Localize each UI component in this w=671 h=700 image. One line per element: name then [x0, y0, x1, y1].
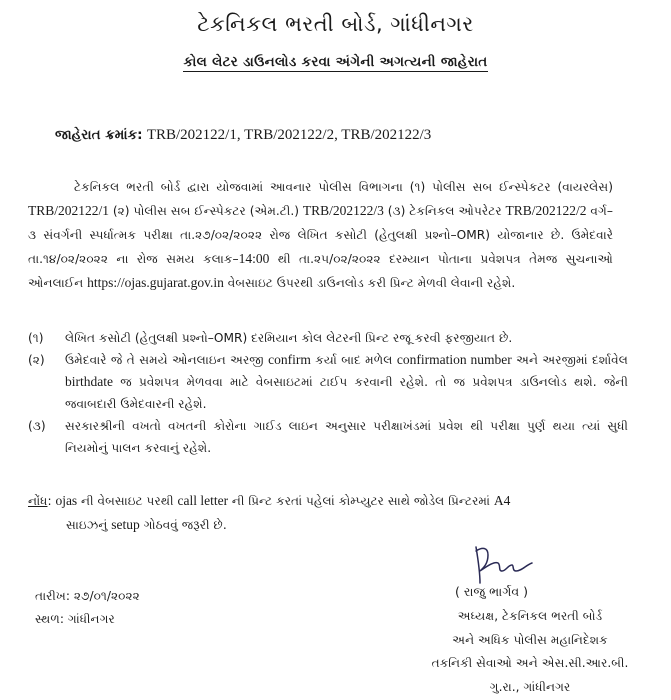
designation-line: અધ્યક્ષ, ટેકનિકલ ભરતી બોર્ડ [457, 609, 603, 623]
designation-line: ગુ.રા., ગાંધીનગર [489, 679, 571, 694]
ojas-url: https://ojas.gujarat.gov.in [87, 275, 224, 290]
para-code-1: TRB/202122/1 [28, 203, 110, 218]
note-text-part: A4 [493, 493, 511, 508]
designation-line: તકનિકી સેવાઓ અને એસ.સી.આર.બી. [431, 656, 629, 670]
note-label: નોંધ [28, 494, 48, 508]
para-text: ટેકનિકલ ભરતી બોર્ડ દ્વારા યોજવામાં આવનાર પોલીસ વિભાગના (૧) પોલીસ સબ ઈન્સ્પેકટર (વાયરલેસ) [74, 180, 613, 194]
designation-line: અને અધિક પોલીસ મહાનિદેશક [452, 632, 608, 647]
para-text: (૩) ટેકનિકલ ઓપરેટર [383, 204, 506, 218]
instruction-text-part: કર્યા બાદ મળેલ [310, 353, 397, 367]
note-text-part: : [47, 494, 56, 508]
note-block [28, 489, 638, 537]
main-paragraph [28, 175, 613, 295]
note-text-part: ojas [55, 493, 78, 508]
board-title: ટેકનિકલ ભરતી બોર્ડ, ગાંધીનગર [197, 12, 474, 36]
note-text-part: ની વેબસાઇટ પરથી [77, 494, 178, 508]
note-text-part: ગોઠવવું જરૂરી છે. [139, 518, 227, 532]
instruction-text-part: confirm [268, 352, 311, 367]
para-time: 14:00 [238, 251, 270, 266]
para-text: વર્ગ–૩ સંવર્ગની સ્પર્ધાત્મક પરીક્ષા તા.૨૭/૦૨/૨૦૨૨ રોજ લેખિત કસોટી (હેતુલક્ષી પ્રશ્નો–OMR) યોજાનાર છે. ઉમેદવારે તા.૧૪/૦૨/૨૦૨૨ ના રોજ સમય કલાક– [28, 204, 613, 266]
note-text-part: setup [111, 517, 140, 532]
issue-date: તારીખ: ૨૭/૦૧/૨૦૨૨ [35, 589, 140, 603]
instruction-text-part: birthdate [65, 374, 113, 389]
signature-icon [468, 541, 548, 587]
note-line-2 [28, 513, 638, 537]
instruction-number: (૨) [28, 353, 45, 367]
instruction-text-part: સરકારશ્રીની વખતો વખતની કોરોના ગાઈડ લાઇન અનુસાર પરીક્ષાખંડમાં પ્રવેશ થી પરીક્ષા પુર્ણ થયા ત્યાં સુધી નિયમોનું પાલન કરવાનું રહેશે. [65, 419, 628, 455]
issue-place: સ્થળ: ગાંધીનગર [35, 612, 115, 626]
advertisement-label: જાહેરાત ક્રમાંક: [55, 127, 143, 143]
instruction-item [28, 349, 628, 415]
para-text: થી તા.૨૫/૦૨/૨૦૨૨ દરમ્યાન પોતાના પ્રવેશપત્ર તેમજ સુચનાઓ ઓનલાઈન [28, 252, 613, 290]
instruction-text-part: ઉમેદવારે જે તે સમયે ઓનલાઇન અરજી [65, 353, 269, 367]
para-text: (૨) પોલીસ સબ ઈન્સ્પેકટર (એમ.ટી.) [109, 204, 303, 218]
instruction-item [28, 327, 628, 349]
para-text: વેબસાઇટ ઉપરથી ડાઉનલોડ કરી પ્રિન્ટ મેળવી લેવાની રહેશે. [223, 276, 516, 290]
instruction-text [65, 327, 628, 349]
instruction-number: (૩) [28, 419, 46, 433]
instruction-text-part: confirmation number [396, 352, 512, 367]
advertisement-numbers: TRB/202122/1, TRB/202122/2, TRB/202122/3 [146, 127, 432, 143]
advertisement-number [55, 127, 431, 144]
instruction-text-part: લેખિત કસોટી (હેતુલક્ષી પ્રશ્નો–OMR) દરમિયાન કોલ લેટરની પ્રિન્ટ રજૂ કરવી ફરજીયાત છે. [65, 331, 513, 345]
note-text-part: call letter [177, 493, 229, 508]
signatory-designation [395, 605, 665, 699]
instruction-text-part: જ પ્રવેશપત્ર મેળવવા માટે વેબસાઇટમાં ટાઈપ કરવાની રહેશે. તો જ પ્રવેશપત્ર ડાઉનલોડ થશે. જેની જવાબદારી ઉમેદવારની રહેશે. [65, 375, 628, 411]
instruction-text [65, 415, 628, 459]
subtitle-text: કોલ લેટર ડાઉનલોડ કરવા અંગેની અગત્યની જાહેરાત [183, 54, 488, 70]
instruction-item [28, 415, 628, 459]
instruction-text-part: અને અરજીમાં દર્શાવેલ [511, 353, 628, 367]
instruction-text [65, 349, 628, 415]
note-text-part: સાઇઝનું [66, 518, 112, 532]
signatory-name: ( રાજુ ભાર્ગવ ) [455, 584, 528, 599]
note-text-part: ની પ્રિન્ટ કરતાં પહેલાં કોમ્પ્યુટર સાથે જોડેલ પ્રિન્ટરમાં [228, 494, 494, 508]
note-line-1 [28, 489, 638, 513]
instruction-number: (૧) [28, 331, 44, 345]
instruction-list [28, 327, 628, 459]
para-code-3: TRB/202122/3 [302, 203, 384, 218]
notice-subtitle [0, 54, 671, 70]
para-code-2: TRB/202122/2 [505, 203, 587, 218]
